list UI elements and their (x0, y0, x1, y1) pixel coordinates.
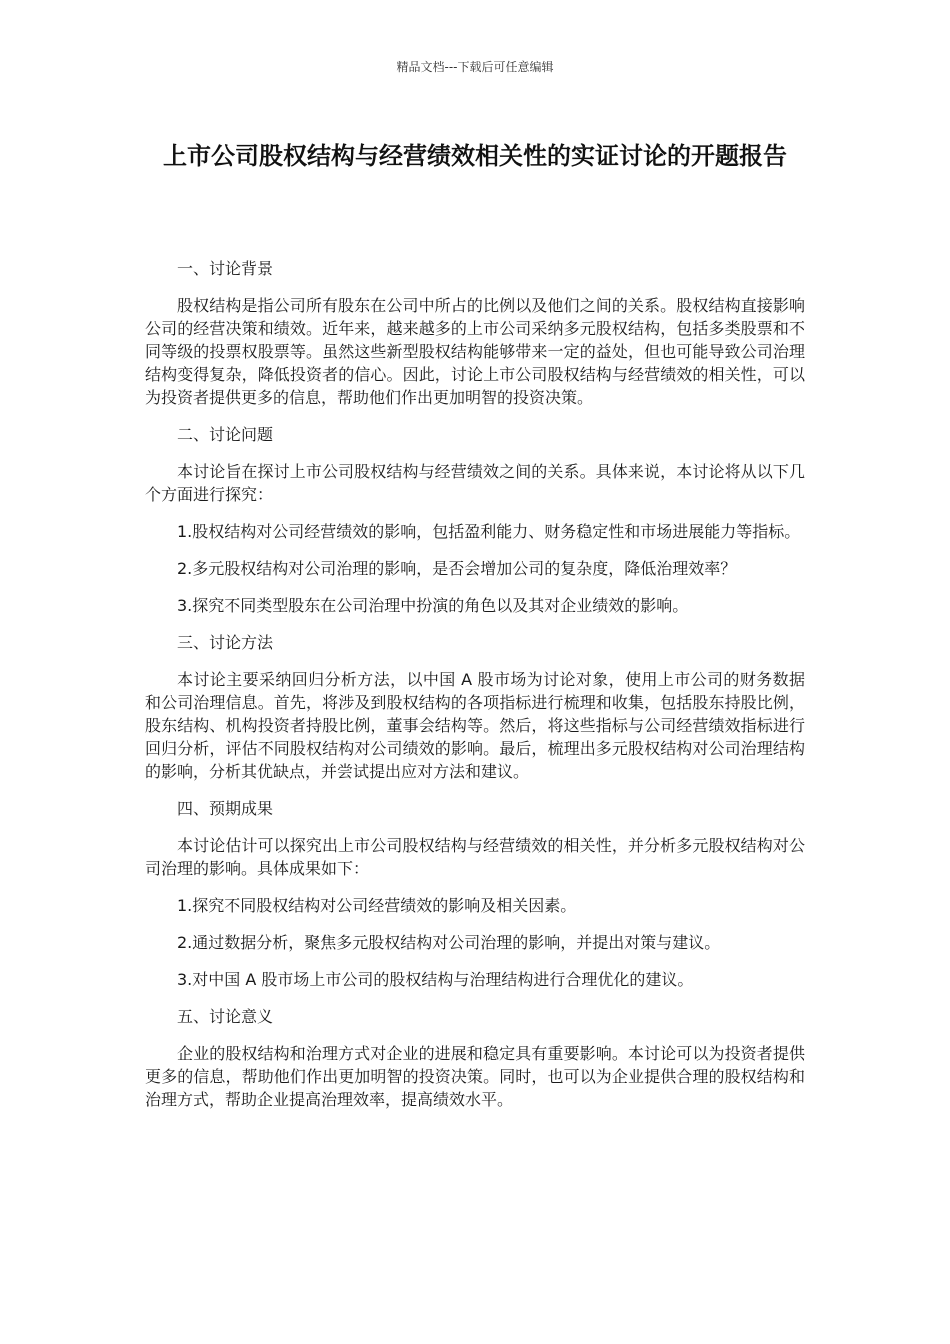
paragraph-significance: 企业的股权结构和治理方式对企业的进展和稳定具有重要影响。本讨论可以为投资者提供更多的信息，帮助他们作出更加明智的投资决策。同时，也可以为企业提供合理的股权结构和治理方式，帮助企业提高治理效率，提高绩效水平。 (145, 1044, 805, 1109)
paragraph-questions-intro: 本讨论旨在探讨上市公司股权结构与经营绩效之间的关系。具体来说，本讨论将从以下几个方面进行探究： (145, 462, 805, 504)
list-item-outcome-1: 1.探究不同股权结构对公司经营绩效的影响及相关因素。 (177, 896, 577, 915)
paragraph-outcomes-intro: 本讨论估计可以探究出上市公司股权结构与经营绩效的相关性，并分析多元股权结构对公司治理的影响。具体成果如下： (145, 836, 805, 878)
document-body (145, 257, 805, 1125)
list-item-outcome-2: 2.通过数据分析，聚焦多元股权结构对公司治理的影响，并提出对策与建议。 (177, 933, 721, 952)
list-item-outcome-3: 3.对中国 A 股市场上市公司的股权结构与治理结构进行合理优化的建议。 (177, 970, 694, 989)
section-heading-questions: 二、讨论问题 (177, 425, 274, 444)
page-header: 精品文档---下载后可任意编辑 (396, 60, 554, 74)
section-heading-background: 一、讨论背景 (177, 259, 274, 278)
paragraph-background: 股权结构是指公司所有股东在公司中所占的比例以及他们之间的关系。股权结构直接影响公司的经营决策和绩效。近年来，越来越多的上市公司采纳多元股权结构，包括多类股票和不同等级的投票权股票等。虽然这些新型股权结构能够带来一定的益处，但也可能导致公司治理结构变得复杂，降低投资者的信心。因此，讨论上市公司股权结构与经营绩效的相关性，可以为投资者提供更多的信息，帮助他们作出更加明智的投资决策。 (145, 296, 805, 407)
section-heading-outcomes: 四、预期成果 (177, 799, 274, 818)
section-heading-significance: 五、讨论意义 (177, 1007, 274, 1026)
list-item-question-1: 1.股权结构对公司经营绩效的影响，包括盈利能力、财务稳定性和市场进展能力等指标。 (177, 522, 801, 541)
document-title: 上市公司股权结构与经营绩效相关性的实证讨论的开题报告 (163, 142, 787, 170)
section-heading-methods: 三、讨论方法 (177, 633, 274, 652)
list-item-question-2: 2.多元股权结构对公司治理的影响，是否会增加公司的复杂度，降低治理效率？ (177, 559, 737, 578)
paragraph-methods: 本讨论主要采纳回归分析方法，以中国 A 股市场为讨论对象，使用上市公司的财务数据和公司治理信息。首先，将涉及到股权结构的各项指标进行梳理和收集，包括股东持股比例，股东结构、机构投资者持股比例，董事会结构等。然后，将这些指标与公司经营绩效指标进行回归分析，评估不同股权结构对公司绩效的影响。最后，梳理出多元股权结构对公司治理结构的影响，分析其优缺点，并尝试提出应对方法和建议。 (145, 670, 805, 781)
list-item-question-3: 3.探究不同类型股东在公司治理中扮演的角色以及其对企业绩效的影响。 (177, 596, 689, 615)
